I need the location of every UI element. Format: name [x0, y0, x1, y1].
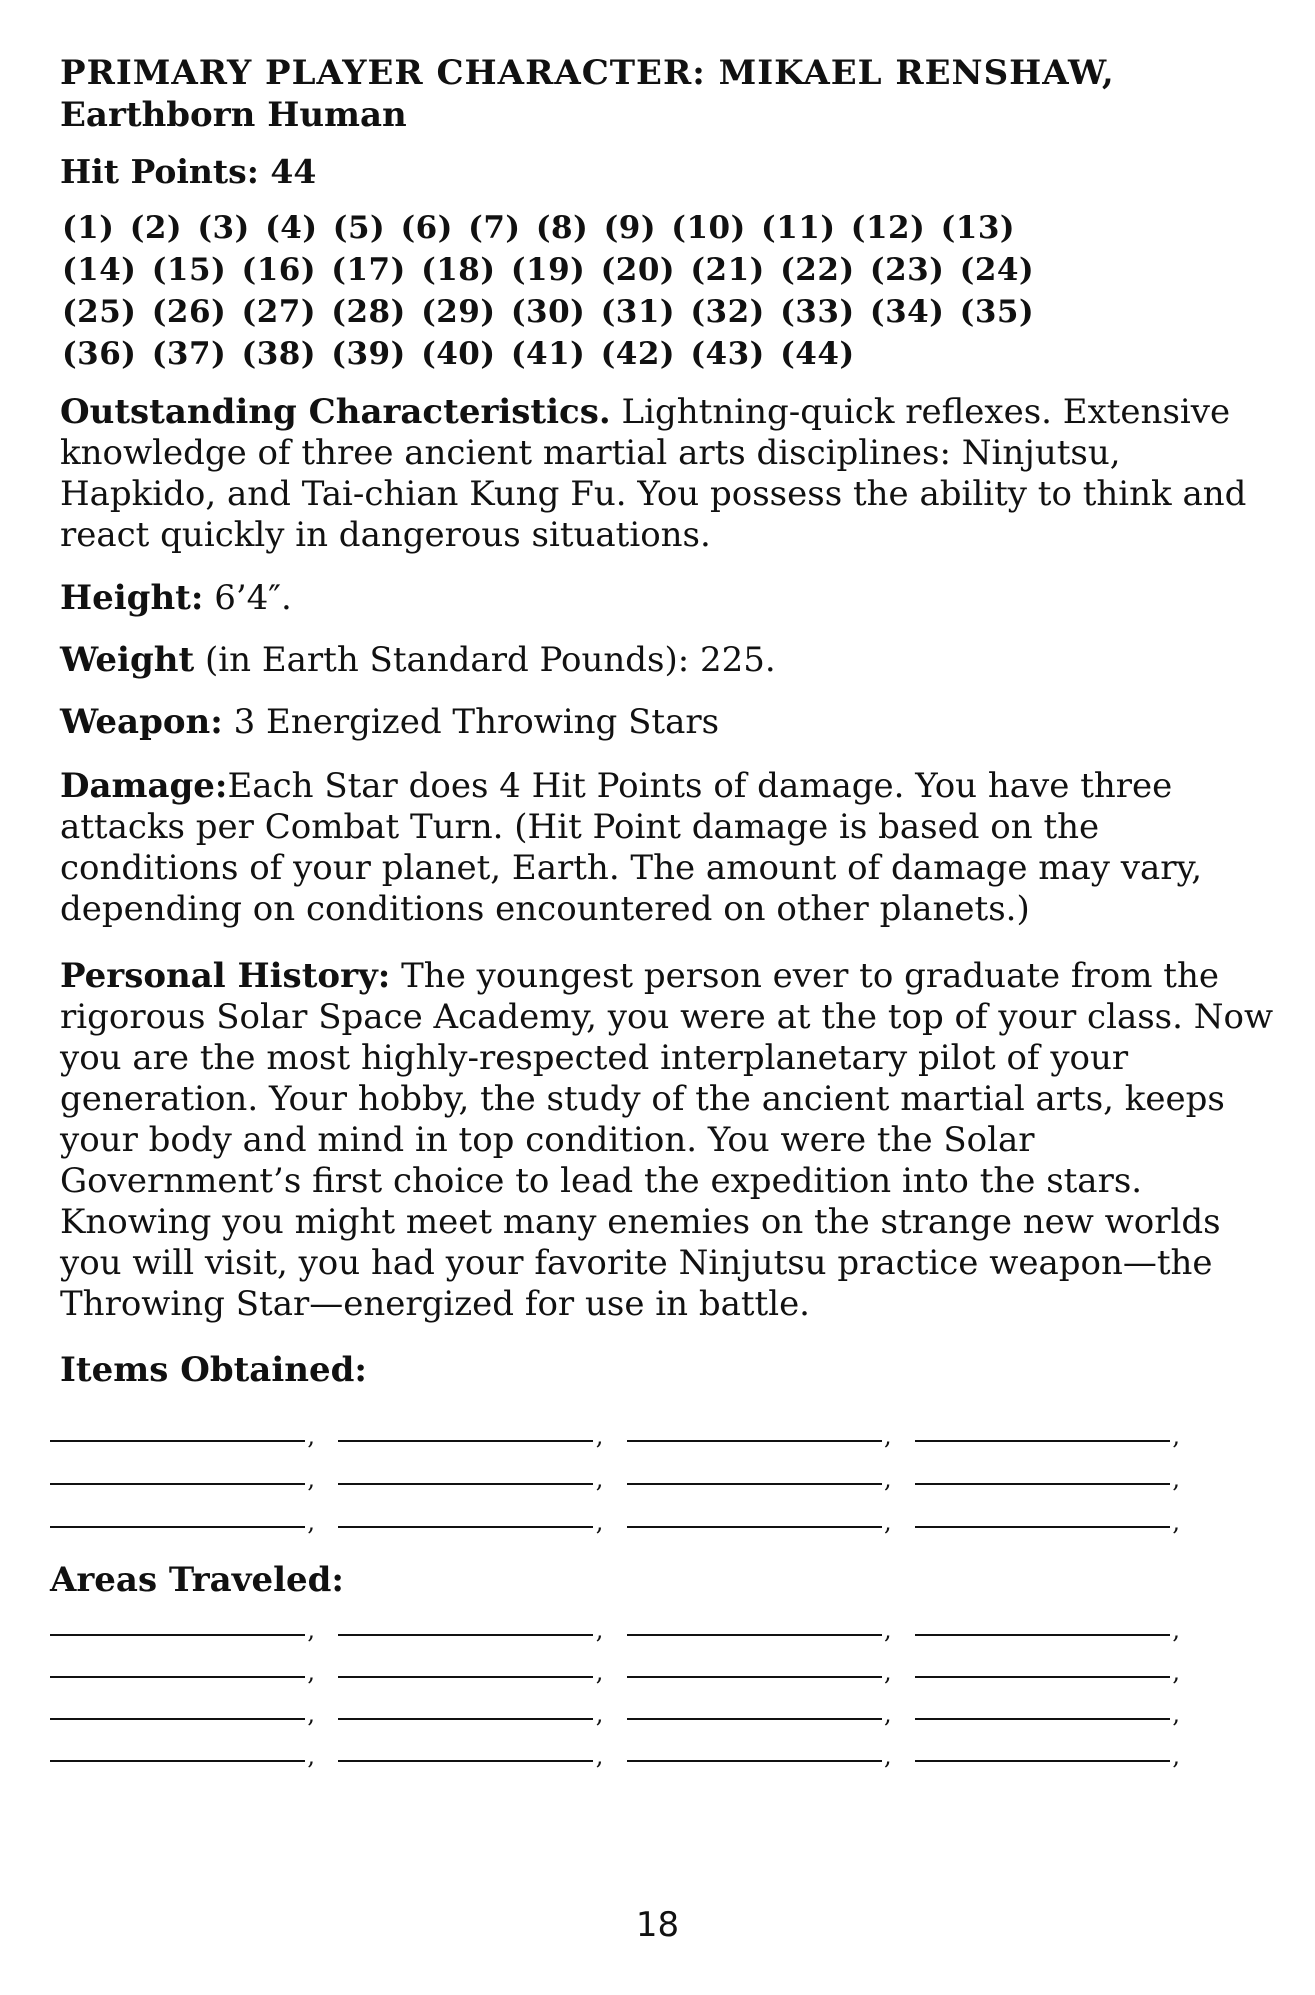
item-blank[interactable] [50, 1440, 305, 1442]
character-name-line: PRIMARY PLAYER CHARACTER: MIKAEL RENSHAW, [60, 53, 1115, 93]
areas-traveled-row [50, 1676, 1170, 1686]
area-blank[interactable] [915, 1718, 1170, 1720]
item-blank[interactable] [627, 1526, 882, 1528]
area-blank[interactable] [915, 1634, 1170, 1636]
weapon-line [60, 702, 1275, 743]
height-line [60, 578, 1275, 619]
items-obtained-row [50, 1526, 1170, 1536]
area-blank[interactable] [338, 1718, 593, 1720]
area-blank[interactable] [338, 1760, 593, 1762]
height-label: Height: [60, 578, 204, 618]
area-blank[interactable] [50, 1634, 305, 1636]
page-number: 18 [635, 1905, 680, 1945]
area-blank[interactable] [915, 1760, 1170, 1762]
item-blank[interactable] [627, 1440, 882, 1442]
areas-traveled-row [50, 1634, 1170, 1644]
area-blank[interactable] [50, 1718, 305, 1720]
item-blank[interactable] [50, 1483, 305, 1485]
area-blank[interactable] [50, 1676, 305, 1678]
area-blank[interactable] [338, 1676, 593, 1678]
area-blank[interactable] [338, 1634, 593, 1636]
characteristics-label: Outstanding Characteristics. [60, 392, 611, 432]
weapon-value: 3 Energized Throwing Stars [233, 702, 720, 742]
history-paragraph [60, 956, 1275, 1325]
weight-line [60, 640, 1275, 681]
items-obtained-row [50, 1483, 1170, 1493]
history-label: Personal History: [60, 956, 391, 996]
item-blank[interactable] [338, 1526, 593, 1528]
areas-traveled-row [50, 1718, 1170, 1728]
areas-traveled-row [50, 1760, 1170, 1770]
area-blank[interactable] [915, 1676, 1170, 1678]
area-blank[interactable] [627, 1718, 882, 1720]
characteristics-paragraph [60, 392, 1275, 556]
damage-text: Each Star does 4 Hit Points of damage. You have three attacks per Combat Turn. (Hit Point damage is based on the conditions of your planet, Earth. The amount of damage may vary, depending on conditions encountered on other planets.) [60, 766, 1203, 929]
characteristics-text: Lightning-quick reflexes. Extensive knowledge of three ancient martial arts disciplines: Ninjutsu, Hapkido, and Tai-chian Kung Fu. You possess the ability to think and react quickly in dangerous situations. [60, 392, 1247, 555]
hit-points-row: (14) (15) (16) (17) (18) (19) (20) (21) (22) (23) (24) [62, 252, 1035, 288]
area-blank[interactable] [627, 1760, 882, 1762]
hit-points-row: (1) (2) (3) (4) (5) (6) (7) (8) (9) (10) (11) (12) (13) [62, 210, 1016, 246]
area-blank[interactable] [50, 1760, 305, 1762]
item-blank[interactable] [338, 1483, 593, 1485]
areas-traveled-label: Areas Traveled: [50, 1560, 344, 1600]
hit-points-row: (36) (37) (38) (39) (40) (41) (42) (43) (44) [62, 336, 855, 372]
damage-label: Damage: [60, 766, 228, 806]
area-blank[interactable] [627, 1634, 882, 1636]
item-blank[interactable] [627, 1483, 882, 1485]
item-blank[interactable] [915, 1526, 1170, 1528]
weight-label: Weight [60, 640, 195, 680]
hit-points-row: (25) (26) (27) (28) (29) (30) (31) (32) (33) (34) (35) [62, 294, 1035, 330]
item-blank[interactable] [915, 1440, 1170, 1442]
character-title [60, 52, 1275, 136]
weapon-label: Weapon: [60, 702, 223, 742]
damage-paragraph [60, 766, 1275, 930]
item-blank[interactable] [338, 1440, 593, 1442]
weight-value: (in Earth Standard Pounds): 225. [204, 640, 776, 680]
area-blank[interactable] [627, 1676, 882, 1678]
item-blank[interactable] [50, 1526, 305, 1528]
items-obtained-label: Items Obtained: [60, 1350, 367, 1390]
hit-points-label: Hit Points: 44 [60, 152, 317, 191]
item-blank[interactable] [915, 1483, 1170, 1485]
height-value: 6’4″. [214, 578, 292, 618]
character-race-line: Earthborn Human [60, 95, 407, 135]
items-obtained-row [50, 1440, 1170, 1450]
history-text: The youngest person ever to graduate from the rigorous Solar Space Academy, you were at the top of your class. Now you are the most highly-respected interplanetary pilot of your generation. Your hobby, the study of the ancient martial arts, keeps your body and mind in top condition. You were the Solar Government’s first choice to lead the expedition into the stars. Knowing you might meet many enemies on the strange new worlds you will visit, you had your favorite Ninjutsu practice weapon—the Throwing Star—energized for use in battle. [60, 956, 1274, 1324]
